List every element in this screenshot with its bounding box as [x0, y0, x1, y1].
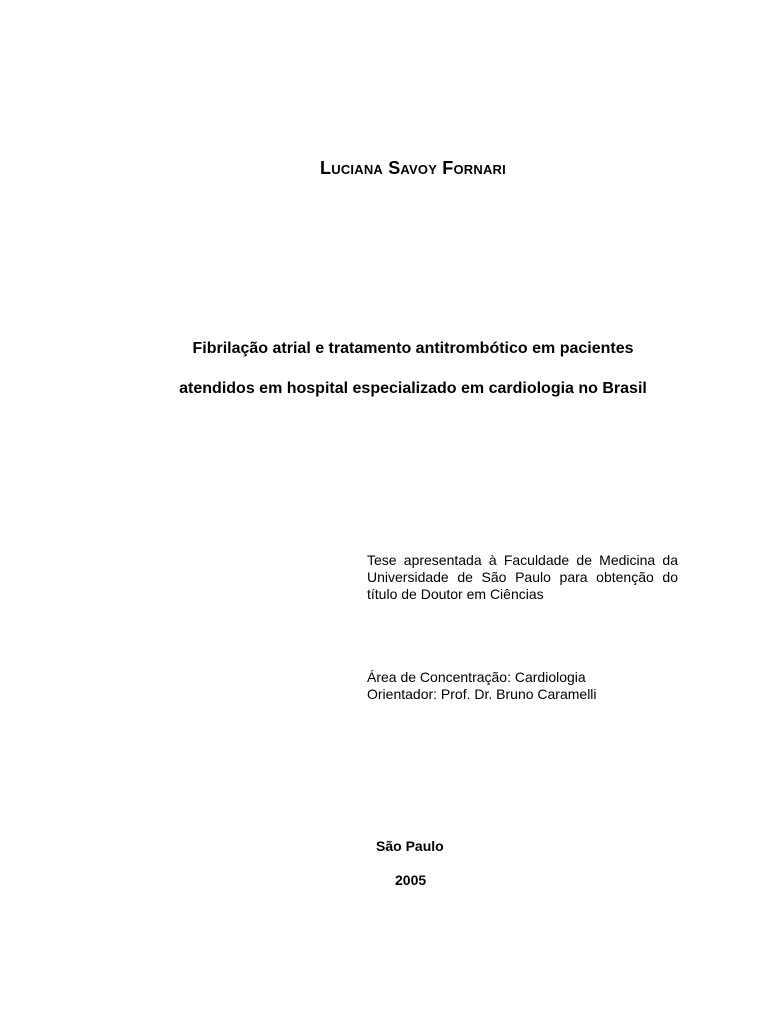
year: 2005	[395, 872, 427, 888]
advisor: Orientador: Prof. Dr. Bruno Caramelli	[367, 686, 597, 702]
thesis-title-line-1: Fibrilação atrial e tratamento antitrombótico em pacientes	[192, 340, 634, 357]
author-name: Luciana Savoy Fornari	[320, 158, 506, 178]
thesis-presentation-note: Tese apresentada à Faculdade de Medicina da Universidade de São Paulo para obtenção do título de Doutor em Ciências	[367, 552, 678, 602]
city: São Paulo	[376, 838, 444, 854]
concentration-area: Área de Concentração: Cardiologia	[367, 669, 586, 685]
thesis-meta	[367, 669, 678, 703]
thesis-title-line-2: atendidos em hospital especializado em cardiologia no Brasil	[179, 380, 647, 397]
